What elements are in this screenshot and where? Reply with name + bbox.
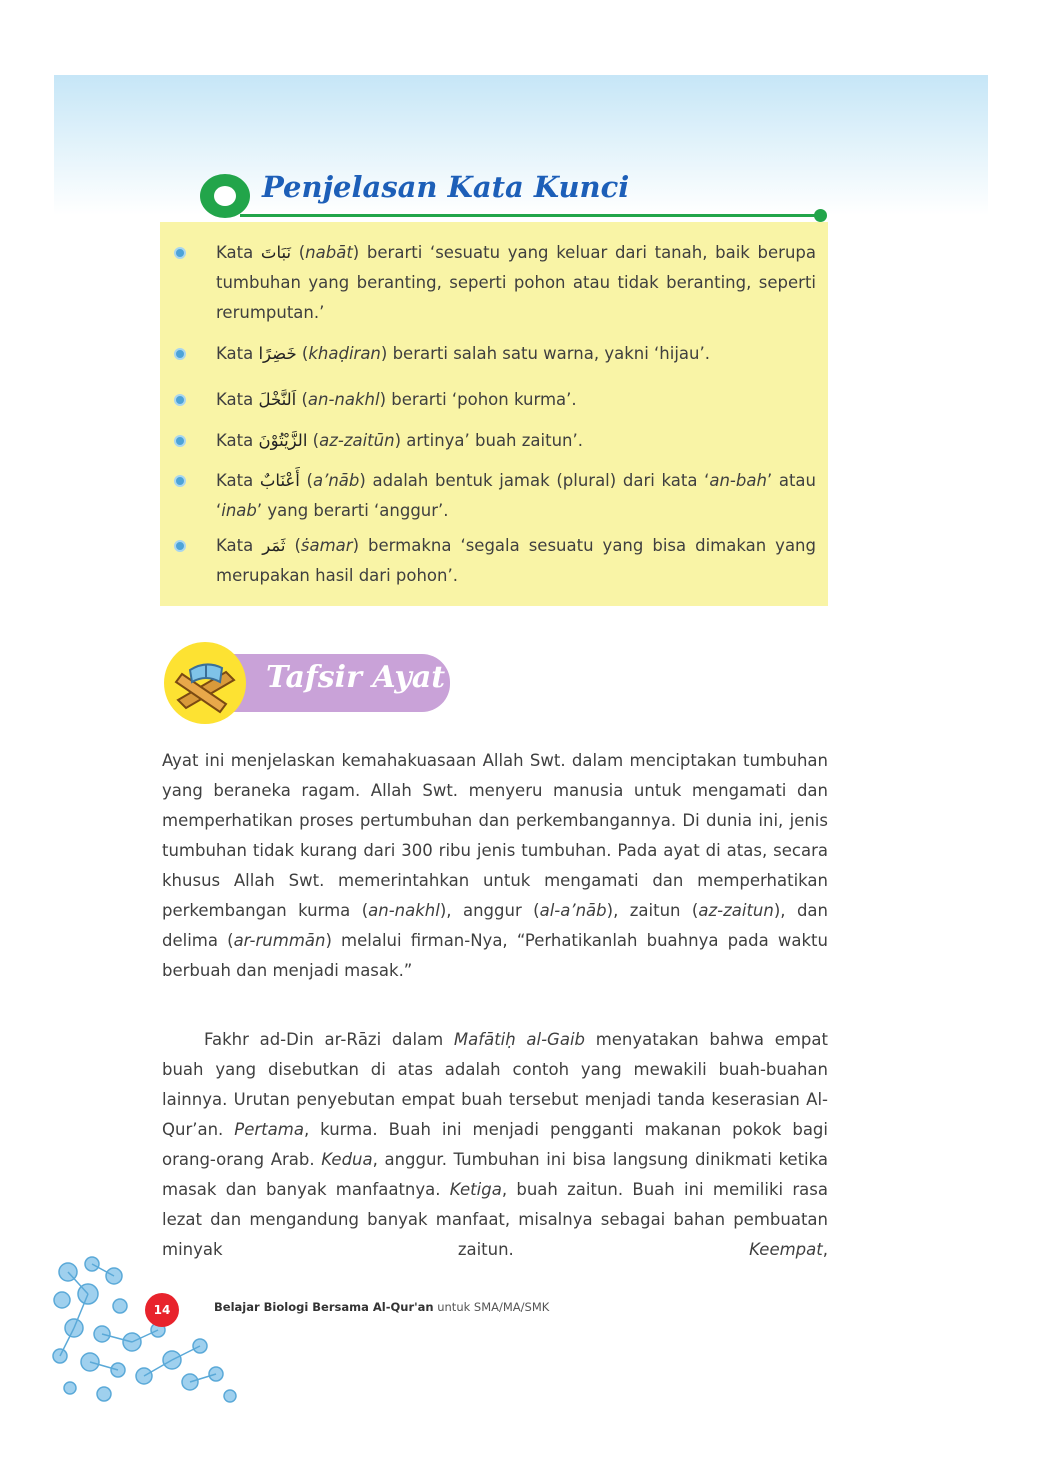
- keyword-item: Kata أَعْنَابٌ (a’nāb) adalah bentuk jamak (plural) dari kata ‘an-bah’ atau ‘inab’ yang berarti ‘anggur’.: [216, 466, 816, 526]
- body-paragraph: Fakhr ad-Din ar-Rāzi dalam Mafātiḥ al-Gaib menyatakan bahwa empat buah yang disebutkan di atas adalah contoh yang mewakili buah-buahan lainnya. Urutan penyebutan empat buah tersebut menjadi tanda keserasian Al-Qur’an. Pertama, kurma. Buah ini menjadi pengganti makanan pokok bagi orang-orang Arab. Kedua, anggur. Tumbuhan ini bisa langsung dinikmati ketika masak dan banyak manfaatnya. Ketiga, buah zaitun. Buah ini memiliki rasa lezat dan mengandung banyak manfaat, misalnya sebagai bahan pembuatan minyak zaitun. Keempat,: [162, 1030, 828, 1259]
- page-number: 14: [145, 1293, 179, 1327]
- keyword-item: Kata خَضِرًا (khaḍiran) berarti salah satu warna, yakni ‘hijau’.: [216, 339, 816, 369]
- bullet-icon: [174, 540, 186, 552]
- header-underline: [240, 214, 822, 217]
- keyword-item: Kata اَلنَّخْلَ (an-nakhl) berarti ‘pohon kurma’.: [216, 385, 816, 415]
- body-paragraph: Ayat ini menjelaskan kemahakuasaan Allah Swt. dalam menciptakan tumbuhan yang beraneka ragam. Allah Swt. menyeru manusia untuk mengamati dan memperhatikan proses pertumbuhan dan perkembangannya. Di dunia ini, jenis tumbuhan tidak kurang dari 300 ribu jenis tumbuhan. Pada ayat di atas, secara khusus Allah Swt. memerintahkan untuk mengamati dan memperhatikan perkembangan kurma (an-nakhl), anggur (al-a’nāb), zaitun (az-zaitun), dan delima (ar-rummān) melalui firman-Nya, “Perhatikanlah buahnya pada waktu berbuah dan menjadi masak.”: [162, 751, 828, 980]
- bullet-icon: [174, 475, 186, 487]
- bullet-icon: [174, 394, 186, 406]
- keywords-title: Penjelasan Kata Kunci: [262, 170, 630, 204]
- keyword-item: Kata الزَّيْتُوْنَ (az-zaitūn) artinya’ buah zaitun’.: [216, 426, 816, 456]
- magnifier-icon: [200, 174, 250, 218]
- footer-book-title: Belajar Biologi Bersama Al-Qur'an untuk SMA/MA/SMK: [214, 1300, 550, 1314]
- molecule-decoration: [40, 1250, 250, 1410]
- bullet-icon: [174, 435, 186, 447]
- bullet-icon: [174, 348, 186, 360]
- keywords-box: [160, 222, 828, 606]
- underline-dot: [814, 209, 827, 222]
- keyword-item: Kata ثَمَر (ṡamar) bermakna ‘segala sesuatu yang bisa dimakan yang merupakan hasil dari pohon’.: [216, 531, 816, 591]
- quran-stand-icon: [164, 642, 246, 724]
- tafsir-title: Tafsir Ayat: [266, 660, 446, 695]
- keywords-header: [200, 168, 830, 224]
- bullet-icon: [174, 247, 186, 259]
- keyword-item: Kata نَبَاتَ (nabāt) berarti ‘sesuatu yang keluar dari tanah, baik berupa tumbuhan yang beranting, seperti pohon atau tidak beranting, seperti rerumputan.’: [216, 238, 816, 328]
